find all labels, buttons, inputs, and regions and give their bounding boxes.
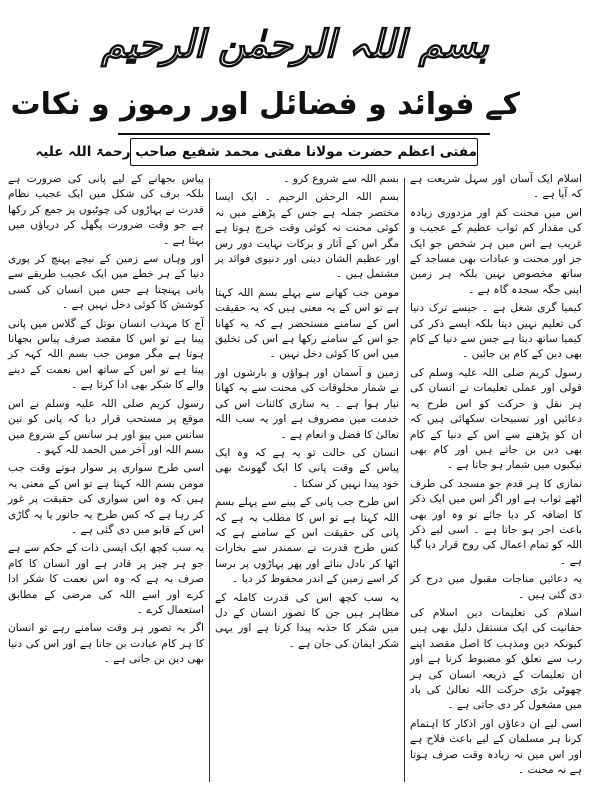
basmala-calligraphy: بسم اللہ الرحمٰن الرحیم [101, 21, 489, 66]
paragraph: رسول کریم صلی اللہ علیہ وسلم کی قولی اور عملی تعلیمات نے انسان کی ہر نقل و حرکت کو اس طرح یہ دعائیں اور تسبیحات سکھائی ہیں کہ ان کو پڑھنے سے اس کے دنیا کے کام بھی دین بن جاتے ہیں اور کام بھی نیکیوں میں شمار ہو جاتا ہے ۔ [410, 366, 582, 472]
paragraph: رسول کریم صلی اللہ علیہ وسلم نے اس موقع پر مستحب قرار دیا کہ پانی کو تین سانس میں پیو اور ہر سانس کے شروع میں بسم اللہ اور آخر میں الحمد للہ کہو ۔ [8, 397, 204, 456]
paragraph: بسم اللہ سے شروع کرو ۔ [283, 173, 399, 185]
author-byline: مفتی اعظم حضرت مولانا مفتی محمد شفیع صاحب رحمۃ اللہ علیہ [130, 138, 478, 166]
column-right [410, 172, 582, 792]
article-subtitle: کے فوائد و فضائل اور رموز و نکات [10, 87, 520, 122]
paragraph: یہ دعائیں مناجات مقبول میں درج کر دی گئی ہیں ۔ [410, 573, 582, 601]
paragraph: اگر یہ تصور ہر وقت سامنے رہے تو انسان کا ہر کام عبادت بن جاتا ہے اور اس کی دنیا بھی دین بن جاتی ہے ۔ [8, 622, 204, 666]
paragraph: زمین و آسمان اور ہواؤں و بارشوں اور بے شمار مخلوقات کی محنت سے یہ کھانا تیار ہوا ہے ۔ یہ ساری کائنات اس کی خدمت میں مصروف ہے اور یہ سب اللہ تعالیٰ کا فضل و انعام ہے ۔ [215, 366, 399, 441]
column-left [8, 172, 204, 792]
paragraph: اور وہاں سے زمین کے نیچے پہنچ کر پوری دنیا کے ہر خطے میں ایک عجیب طریقے سے پانی پہنچتا ہے جس میں انسان کی کسی کوشش کا کوئی دخل نہیں ہے ۔ [8, 253, 204, 312]
paragraph: اسلام ایک آسان اور سہل شریعت ہے کہ آیا ہے ۔ [410, 173, 582, 201]
paragraph: بسم اللہ الرحمٰن الرحیم ۔ ایک ایسا مختصر جملہ ہے جس کے پڑھنے میں نہ کوئی محنت نہ کوئی وقت خرچ ہوتا ہے مگر اس کے آثار و برکات نہایت دور رس اور عظیم الشان دینی اور دنیوی فوائد پر مشتمل ہیں ۔ [215, 191, 399, 281]
paragraph: اس طرح جب پانی کے پینے سے پہلے بسم اللہ کہتا ہے تو اس کا مطلب یہ ہے کہ پانی کی حقیقت اس کے سامنے ہے کہ کس طرح قدرت نے سمندر سے بخارات اٹھا کر بادل بنائے اور پھر پہاڑوں پر برسا کر اسے زمین کے اندر محفوظ کر دیا ۔ [215, 496, 399, 586]
paragraph: اس میں محنت کم اور مزدوری زیادہ کی مقدار کم ثواب عظیم کے عجیب و غریب ہے اس میں ہر شخص جو ایک جز اور محنت و عبادات بھی مساجد کے ساتھ مخصوص نہیں بلکہ ہر زمین اپنی جگہ سجدہ گاہ ہے ۔ [410, 206, 582, 296]
paragraph: اسی لیے ان دعاؤں اور اذکار کا اہتمام کرنا ہر مسلمان کے لیے باعث فلاح ہے اور اس میں نہ زیادہ وقت صرف ہوتا ہے نہ محنت ۔ [410, 717, 582, 777]
paragraph: نمازی کا ہر قدم جو مسجد کی طرف اٹھے ثواب ہے اور اگر اس میں ایک ذکر کا اضافہ کر دیا جائے تو وہ اور بھی باعث اجر ہو جاتا ہے ۔ اسی لیے ذکر اللہ کو تمام اعمال کی روح قرار دیا گیا ہے ۔ [410, 477, 582, 567]
subtitle-underline [118, 133, 490, 135]
paragraph: کیمیا گری شغل ہے ۔ جیسے ترک دنیا کی تعلیم نہیں دیتا بلکہ ایسے ذکر کی کیمیا ساتھ دیتا ہے جس سے دنیا کے کام بھی دین کے کام بن جائیں ۔ [410, 302, 582, 361]
paragraph: اسی طرح سواری پر سوار ہوتے وقت جب مومن بسم اللہ کہتا ہے تو اس کے معنی یہ ہیں کہ وہ اس سواری کی حقیقت پر غور کر رہا ہے کہ کس طرح یہ جانور یا یہ گاڑی اس کے قابو میں دی گئی ہے ۔ [8, 462, 204, 536]
paragraph: آج کا مہذب انسان بوتل کے گلاس میں پانی پینا ہے تو اس کا مقصد صرف پیاس بجھانا ہوتا ہے مگر مومن جب بسم اللہ کہہ کر پیتا ہے تو اس کے ساتھ اس نعمت کے دینے والے کا شکر بھی ادا کرتا ہے ۔ [8, 317, 204, 392]
paragraph: انسان کی حالت تو یہ ہے کہ وہ ایک پیاس کے وقت پانی کا ایک گھونٹ بھی خود پیدا نہیں کر سکتا ۔ [215, 446, 399, 490]
paragraph: اسلام کی تعلیمات دین اسلام کی حقانیت کی ایک مستقل دلیل بھی ہیں کیونکہ دین ومذہب کا اصل مقصد اپنے رب سے تعلق کو مضبوط کرنا ہے اور ان تعلیمات کے ذریعہ انسان کی ہر چھوٹی بڑی حرکت اللہ تعالیٰ کی یاد میں مشغول کر دی جاتی ہے ۔ [410, 606, 582, 712]
column-divider [404, 178, 405, 782]
article-columns [8, 172, 582, 792]
paragraph: پیاس بجھانے کے لیے پانی کی ضرورت ہے بلکہ برف کی شکل میں ایک عجیب نظام قدرت نے پہاڑوں کی چوٹیوں پر جمع کر رکھا ہے جو وقت ضرورت پگھل کر دریاؤں میں بہتا ہے ۔ [8, 173, 204, 247]
column-divider [209, 178, 210, 782]
column-middle [215, 172, 399, 792]
title-block [0, 0, 590, 175]
paragraph: یہ سب کچھ ایک ایسی ذات کے حکم سے ہے جو ہر چیز پر قادر ہے اور انسان کا کام صرف یہ ہے کہ وہ اس نعمت کا شکر ادا کرے اور اسے اللہ کی مرضی کے مطابق استعمال کرے ۔ [8, 542, 204, 616]
paragraph: مومن جب کھانے سے پہلے بسم اللہ کہتا ہے تو اس کے یہ معنی ہیں کہ یہ حقیقت اس کے سامنے مستحضر ہے کہ یہ کھانا جو اس کے سامنے رکھا ہے اس کی تخلیق میں اس کا کوئی دخل نہیں ۔ [215, 286, 399, 361]
paragraph: یہ سب کچھ اس کی قدرت کاملہ کے مظاہر ہیں جن کا تصور انسان کے دل میں شکر کا جذبہ پیدا کرتا ہے اور یہی شکر ایمان کی جان ہے ۔ [215, 591, 399, 650]
